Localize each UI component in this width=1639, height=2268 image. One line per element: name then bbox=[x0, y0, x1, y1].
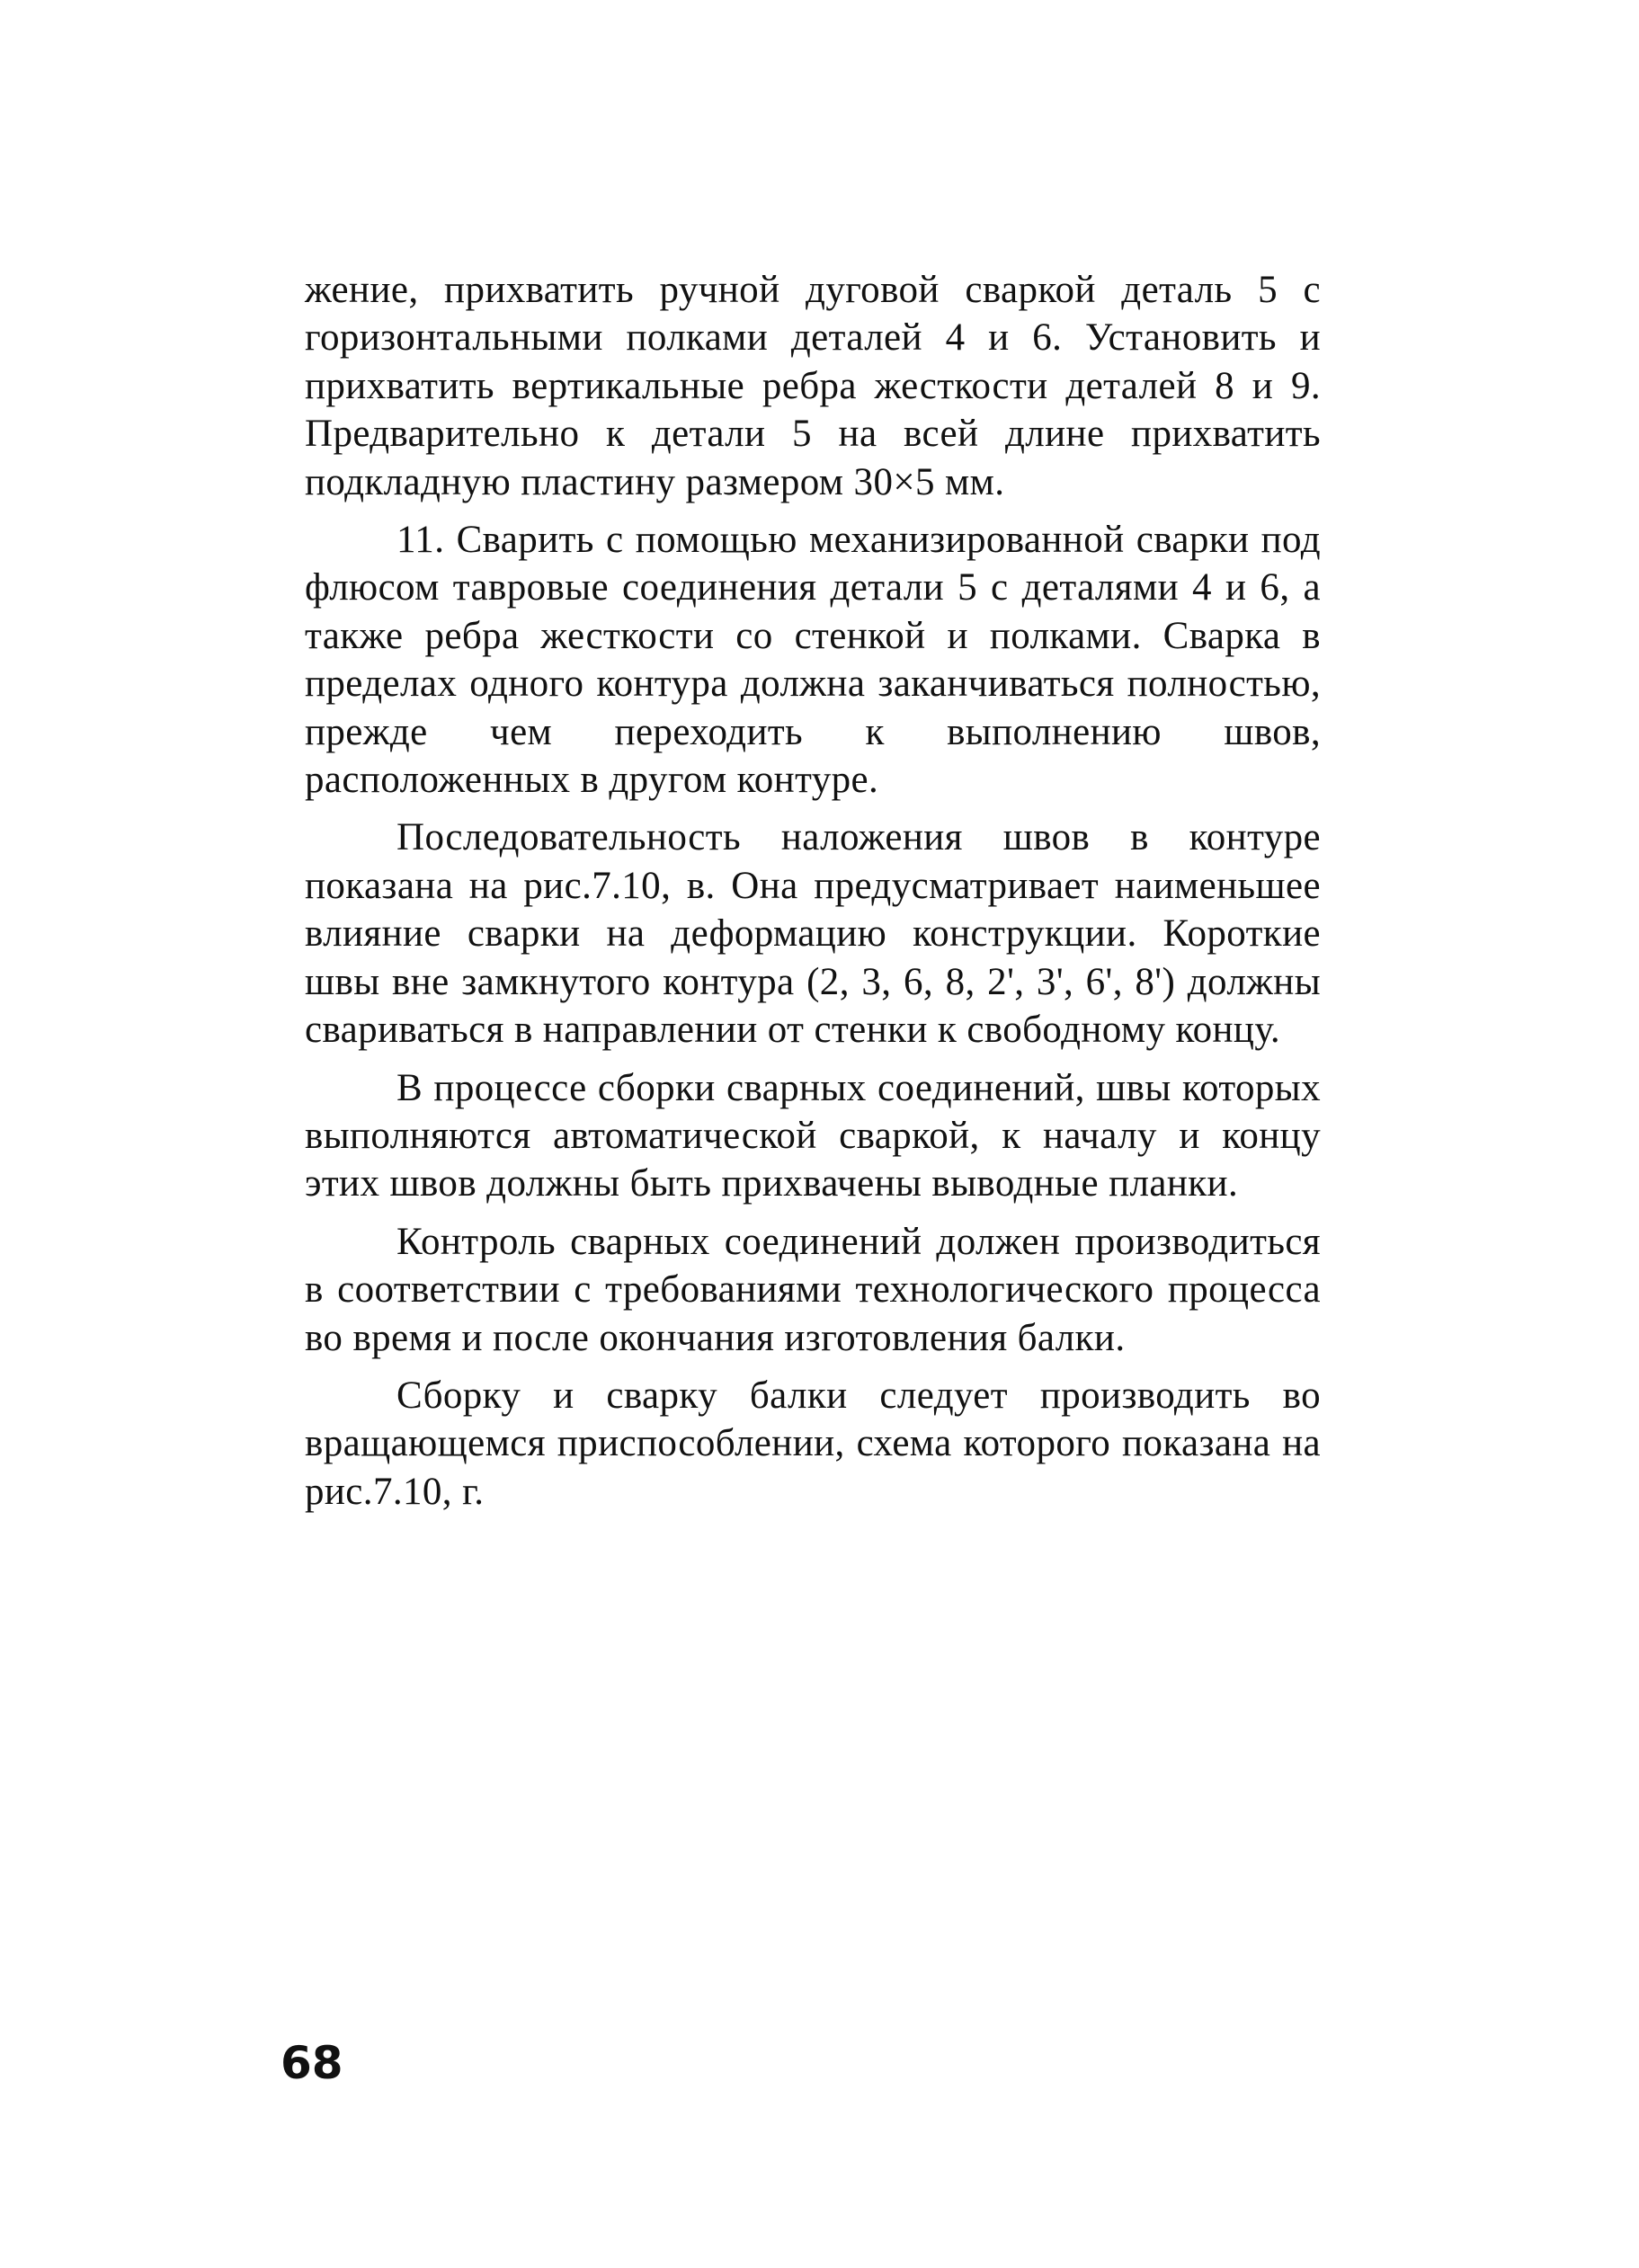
paragraph-4: В процессе сборки сварных соединений, швы которых выполняются автоматической сваркой, к началу и концу этих швов должны быть прихвачены выводные планки. bbox=[305, 1066, 1321, 1205]
body-text bbox=[305, 266, 1321, 1525]
paragraph-2: 11. Сварить с помощью механизированной сварки под флюсом тавровые соединения детали 5 с деталями 4 и 6, а также ребра жесткости со стенкой и полками. Сварка в пределах одного контура должна заканчиваться полностью, прежде чем переходить к выполнению швов, расположенных в другом контуре. bbox=[305, 519, 1321, 802]
paragraph-1: жение, прихватить ручной дуговой сваркой деталь 5 с горизонтальными полками деталей 4 и 6. Установить и прихватить вертикальные ребра жесткости деталей 8 и 9. Предварительно к детали 5 на всей длине прихватить подкладную пластину размером 30×5 мм. bbox=[305, 269, 1321, 503]
page-number: 68 bbox=[281, 2037, 343, 2089]
paragraph-6: Сборку и сварку балки следует производить во вращающемся приспособлении, схема которого показана на рис.7.10, г. bbox=[305, 1374, 1321, 1513]
paragraph-5: Контроль сварных соединений должен производиться в соответствии с требованиями технологического процесса во время и после окончания изготовления балки. bbox=[305, 1220, 1321, 1359]
paragraph-3: Последовательность наложения швов в контуре показана на рис.7.10, в. Она предусматривает наименьшее влияние сварки на деформацию конструкции. Короткие швы вне замкнутого контура (2, 3, 6, 8, 2', 3', 6', 8') должны свариваться в направлении от стенки к свободному концу. bbox=[305, 816, 1321, 1052]
